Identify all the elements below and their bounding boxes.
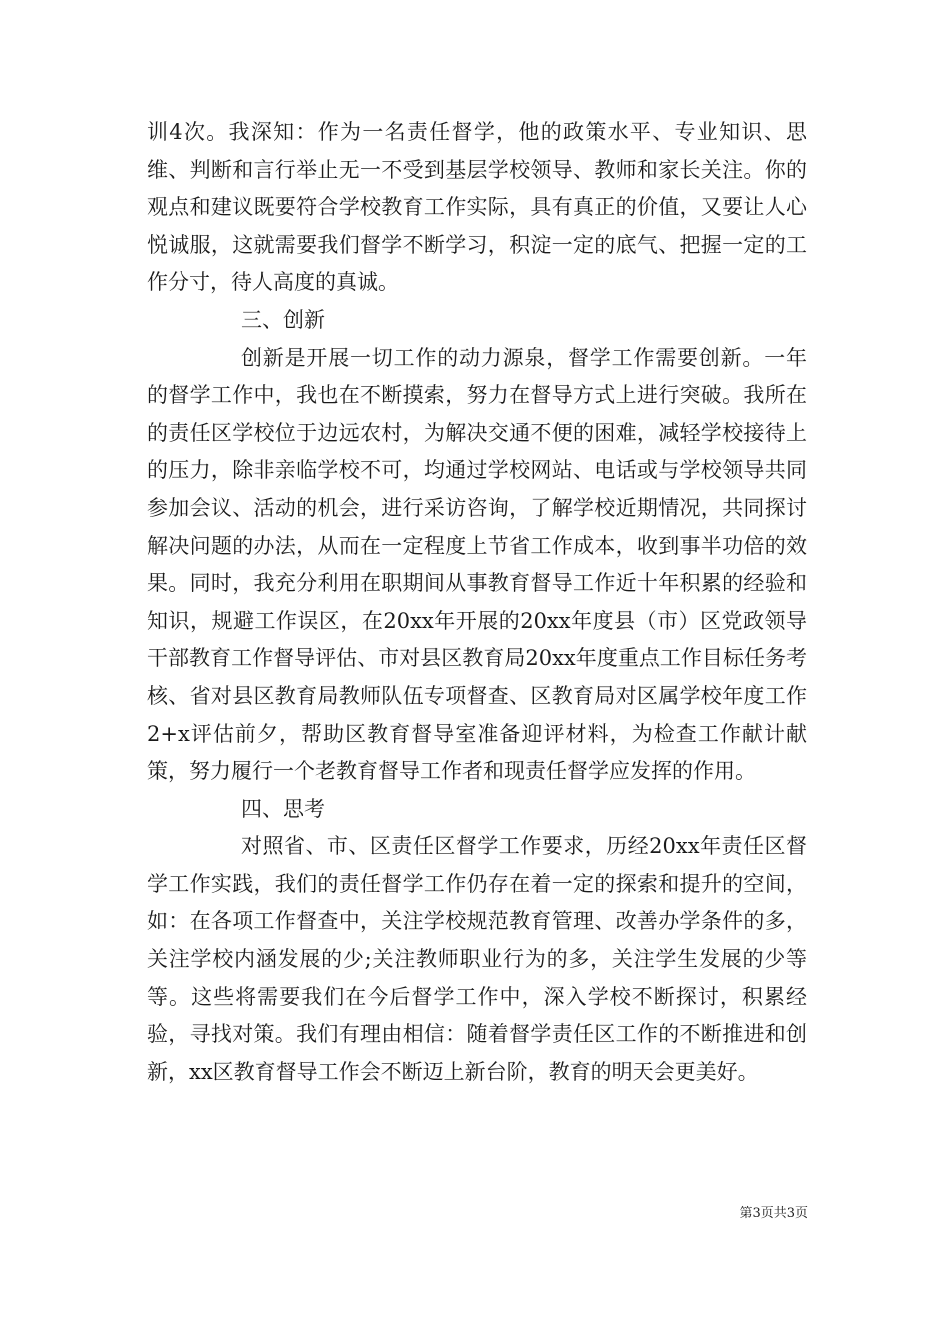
paragraph-continuation: 训4次。我深知：作为一名责任督学，他的政策水平、专业知识、思维、判断和言行举止无一不受到基层学校领导、教师和家长关注。你的观点和建议既要符合学校教育工作实际，具有真正的价值，又要让人心悦诚服，这就需要我们督学不断学习，积淀一定的底气、把握一定的工作分寸，待人高度的真诚。 [147,120,807,295]
paragraph-innovation: 创新是开展一切工作的动力源泉，督学工作需要创新。一年的督学工作中，我也在不断摸索，努力在督导方式上进行突破。我所在的责任区学校位于边远农村，为解决交通不便的困难，减轻学校接待上的压力，除非亲临学校不可，均通过学校网站、电话或与学校领导共同参加会议、活动的机会，进行采访咨询，了解学校近期情况，共同探讨解决问题的办法，从而在一定程度上节省工作成本，收到事半功倍的效果。同时，我充分利用在职期间从事教育督导工作近十年积累的经验和知识，规避工作误区，在20xx年开展的20xx年度县（市）区党政领导干部教育工作督导评估、市对县区教育局20xx年度重点工作目标任务考核、省对县区教育局教师队伍专项督查、区教育局对区属学校年度工作2+x评估前夕，帮助区教育督导室准备迎评材料，为检查工作献计献策，努力履行一个老教育督导工作者和现责任督学应发挥的作用。 [147,345,807,784]
section-heading-innovation: 三、创新 [241,307,325,332]
page-number-footer: 第3页共3页 [739,1206,808,1221]
document-body [147,114,807,1091]
paragraph-reflection: 对照省、市、区责任区督学工作要求，历经20xx年责任区督学工作实践，我们的责任督学工作仍存在着一定的探索和提升的空间，如：在各项工作督查中，关注学校规范教育管理、改善办学条件的多，关注学校内涵发展的少;关注教师职业行为的多，关注学生发展的少等等。这些将需要我们在今后督学工作中，深入学校不断探讨，积累经验，寻找对策。我们有理由相信：随着督学责任区工作的不断推进和创新，xx区教育督导工作会不断迈上新台阶，教育的明天会更美好。 [147,834,807,1084]
section-heading-reflection: 四、思考 [241,796,325,821]
